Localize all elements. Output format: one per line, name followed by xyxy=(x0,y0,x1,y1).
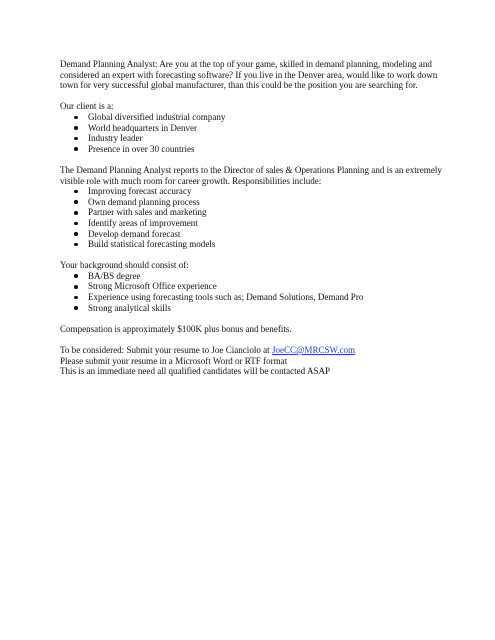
submit-paragraph xyxy=(60,345,450,356)
bullet-icon xyxy=(74,147,78,151)
submit-prefix-text: To be considered: Submit your resume to Joe Cianciolo at xyxy=(60,345,272,356)
client-list xyxy=(60,112,450,154)
bullet-icon xyxy=(74,190,78,194)
list-item-text: Presence in over 30 countries xyxy=(88,143,195,154)
list-item-text: Own demand planning process xyxy=(88,196,200,207)
spacer xyxy=(60,154,450,165)
list-item-text: Strong analytical skills xyxy=(88,302,171,313)
bullet-icon xyxy=(74,274,78,278)
list-item xyxy=(60,197,450,208)
spacer xyxy=(60,250,450,261)
bullet-icon xyxy=(74,285,78,289)
role-description-paragraph: The Demand Planning Analyst reports to the Director of sales & Operations Planning and is an extremely visible role with much room for career growth. Responsibilities include: xyxy=(60,164,442,186)
list-item xyxy=(60,229,450,240)
bullet-icon xyxy=(74,137,78,141)
spacer xyxy=(60,334,450,345)
format-note-paragraph: Please submit your resume in a Microsoft Word or RTF format xyxy=(60,355,288,366)
list-item-text: Build statistical forecasting models xyxy=(88,239,216,250)
list-item xyxy=(60,186,450,197)
list-item xyxy=(60,303,450,314)
list-item xyxy=(60,218,450,229)
list-item-text: Global diversified industrial company xyxy=(88,111,226,122)
bullet-icon xyxy=(74,306,78,310)
list-item-text: Improving forecast accuracy xyxy=(88,186,192,197)
bullet-icon xyxy=(74,200,78,204)
spacer xyxy=(60,313,450,324)
list-item xyxy=(60,292,450,303)
list-item-text: Experience using forecasting tools such as; Demand Solutions, Demand Pro xyxy=(88,292,364,303)
background-heading: Your background should consist of: xyxy=(60,260,189,271)
responsibilities-list xyxy=(60,186,450,250)
bullet-icon xyxy=(74,296,78,300)
list-item xyxy=(60,281,450,292)
list-item xyxy=(60,207,450,218)
client-heading: Our client is a: xyxy=(60,101,114,112)
list-item xyxy=(60,133,450,144)
list-item xyxy=(60,112,450,123)
list-item xyxy=(60,239,450,250)
bullet-icon xyxy=(74,232,78,236)
list-item-text: Strong Microsoft Office experience xyxy=(88,281,217,292)
compensation-paragraph: Compensation is approximately $100K plus bonus and benefits. xyxy=(60,323,292,334)
background-list xyxy=(60,271,450,313)
list-item xyxy=(60,123,450,134)
bullet-icon xyxy=(74,116,78,120)
intro-paragraph: Demand Planning Analyst: Are you at the top of your game, skilled in demand planning, modeling and considered an expert with forecasting software? If you live in the Denver area, would like to work down town for very successful global manufacturer, than this could be the position you are searching for. xyxy=(60,59,438,91)
list-item-text: Partner with sales and marketing xyxy=(88,207,207,218)
bullet-icon xyxy=(74,222,78,226)
bullet-icon xyxy=(74,211,78,215)
list-item-text: World headquarters in Denver xyxy=(88,122,198,133)
email-link[interactable]: JoeCC@MRCSW.com xyxy=(271,345,356,356)
document-page xyxy=(60,59,450,377)
list-item xyxy=(60,144,450,155)
list-item-text: Develop demand forecast xyxy=(88,228,181,239)
list-item-text: BA/BS degree xyxy=(88,270,141,281)
list-item xyxy=(60,271,450,282)
spacer xyxy=(60,91,450,102)
list-item-text: Identify areas of improvement xyxy=(88,217,198,228)
bullet-icon xyxy=(74,126,78,130)
bullet-icon xyxy=(74,243,78,247)
urgency-note-paragraph: This is an immediate need all qualified candidates will be contacted ASAP xyxy=(60,366,331,377)
list-item-text: Industry leader xyxy=(88,133,143,144)
